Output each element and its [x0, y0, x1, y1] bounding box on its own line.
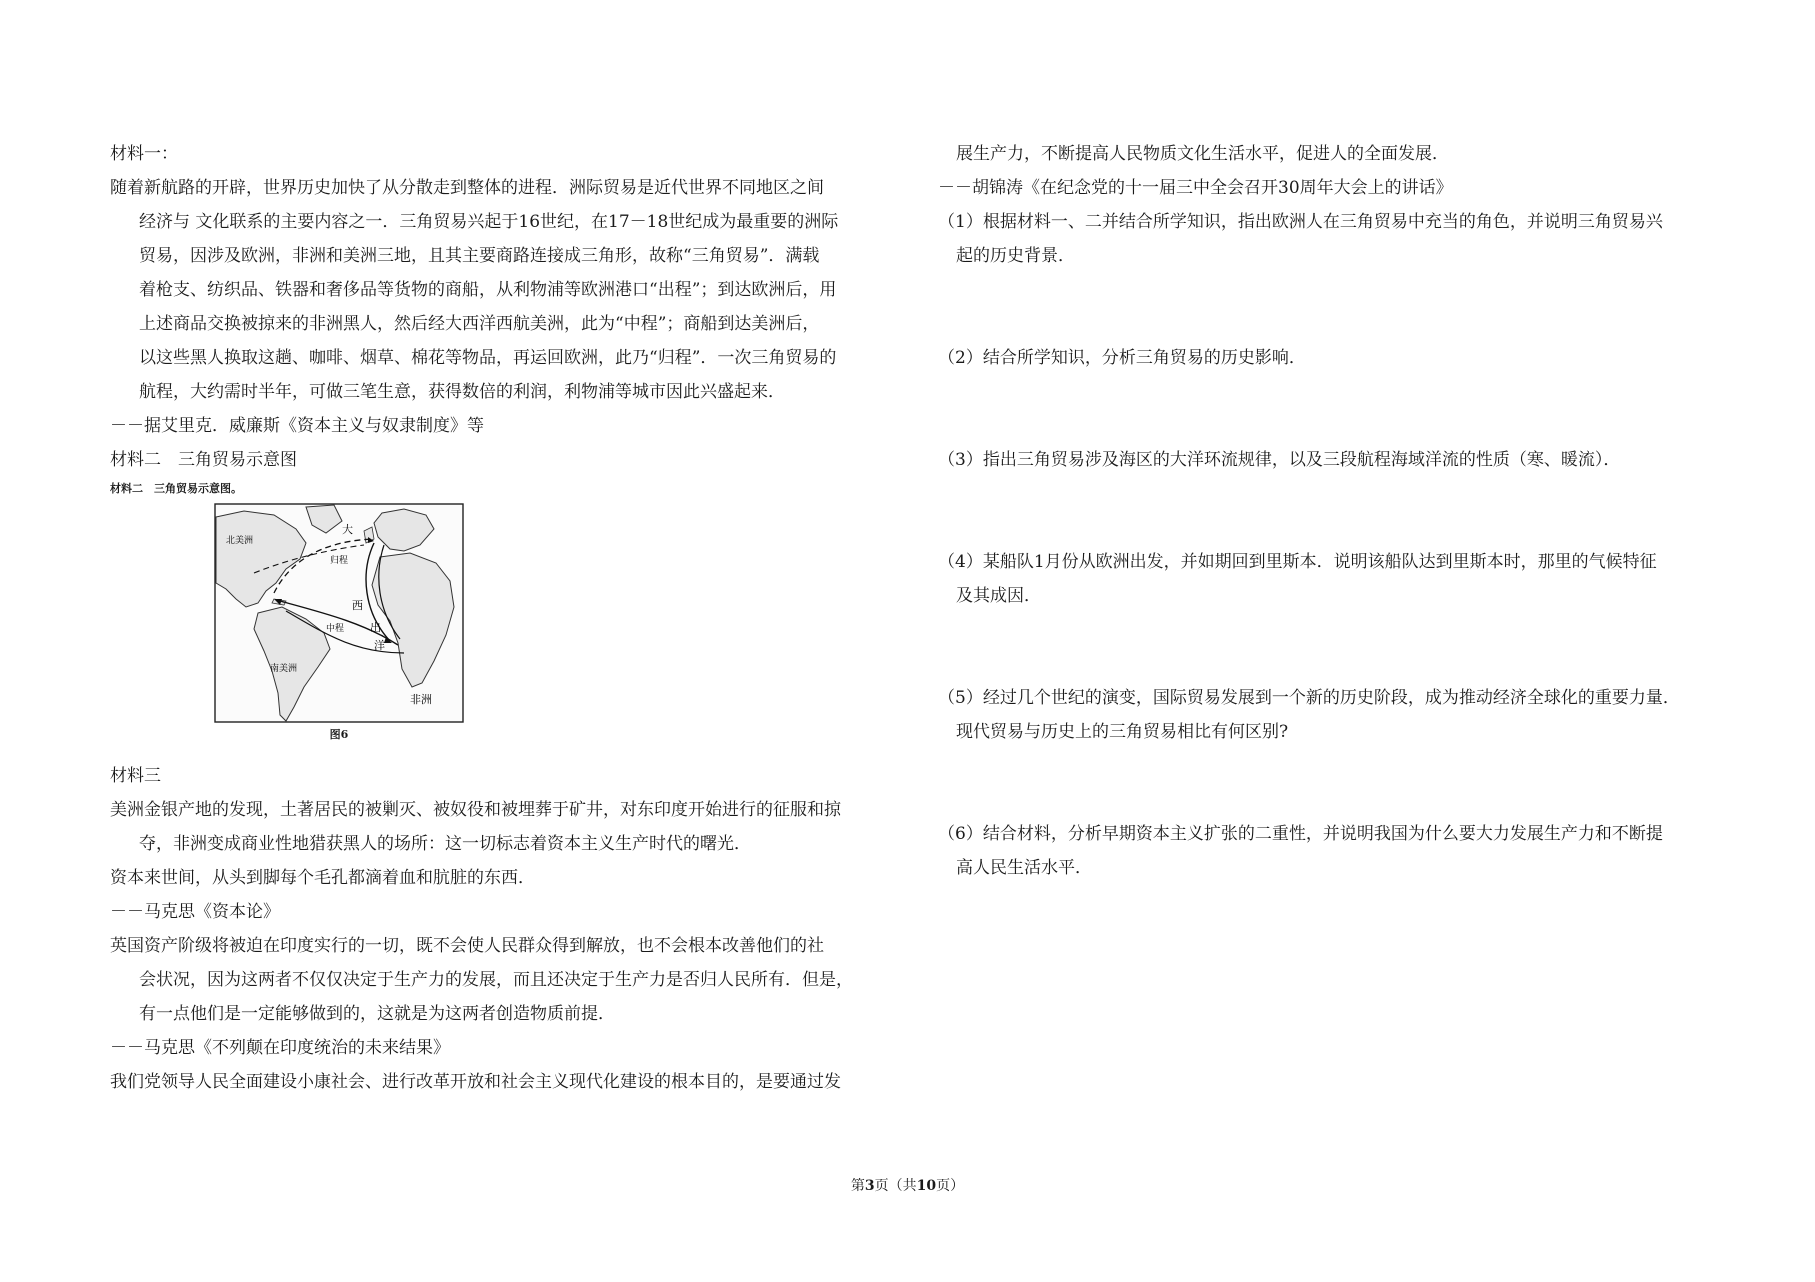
material-3-line: 美洲金银产地的发现，土著居民的被剿灭、被奴役和被埋葬于矿井，对东印度开始进行的征服和掠: [110, 800, 841, 820]
question-6-cont: 高人民生活水平．: [956, 858, 1092, 878]
question-2: （2）结合所学知识，分析三角贸易的历史影响．: [938, 348, 1306, 368]
material-3-title: 材料三: [110, 766, 161, 786]
question-1: （1）根据材料一、二并结合所学知识，指出欧洲人在三角贸易中充当的角色，并说明三角贸易兴: [938, 212, 1663, 232]
material-3-line: 资本来世间，从头到脚每个毛孔都滴着血和肮脏的东西．: [110, 868, 535, 888]
material-1-line: 以这些黑人换取这趟、咖啡、烟草、棉花等物品，再运回欧洲，此乃“归程”．一次三角贸易的: [139, 348, 837, 368]
map-label-ocean: 洋: [374, 639, 385, 652]
question-3: （3）指出三角贸易涉及海区的大洋环流规律，以及三段航程海域洋流的性质（寒、暖流）．: [938, 450, 1621, 470]
material-3-line: 夺，非洲变成商业性地猎获黑人的场所：这一切标志着资本主义生产时代的曙光．: [139, 834, 751, 854]
page-footer: [0, 1176, 1815, 1196]
material-1-title: 材料一：: [110, 144, 178, 164]
footer-mid: 页（共: [874, 1178, 917, 1194]
material-1-line: 上述商品交换被掠来的非洲黑人，然后经大西洋西航美洲，此为“中程”；商船到达美洲后，: [139, 314, 820, 334]
right-column: [938, 137, 1738, 885]
question-1-cont: 起的历史背景．: [956, 246, 1075, 266]
continued-line: 展生产力，不断提高人民物质文化生活水平，促进人的全面发展．: [956, 144, 1449, 164]
figure-caption: 材料二 三角贸易示意图。: [110, 482, 242, 495]
map-label-return-leg: 归程: [330, 556, 349, 566]
material-3-line: 英国资产阶级将被迫在印度实行的一切，既不会使人民群众得到解放，也不会根本改善他们的社: [110, 936, 824, 956]
question-5-cont: 现代贸易与历史上的三角贸易相比有何区别?: [956, 722, 1289, 742]
map-label-west: 西: [352, 599, 363, 612]
material-1-line: 航程，大约需时半年，可做三笔生意，获得数倍的利润，利物浦等城市因此兴盛起来．: [139, 382, 785, 402]
figure-number: 图6: [329, 728, 349, 741]
map-label-outbound: 出: [370, 621, 381, 634]
question-6: （6）结合材料，分析早期资本主义扩张的二重性，并说明我国为什么要大力发展生产力和不断提: [938, 824, 1663, 844]
question-4: （4）某船队1月份从欧洲出发，并如期回到里斯本．说明该船队达到里斯本时，那里的气候特征: [938, 552, 1657, 572]
map-label-atlantic: 大: [342, 523, 353, 536]
footer-page-number: 3: [864, 1178, 875, 1194]
map-label-middle-passage: 中程: [326, 624, 345, 634]
left-column: [110, 137, 910, 1099]
footer-suffix: 页）: [936, 1178, 965, 1194]
material-3-line: 我们党领导人民全面建设小康社会、进行改革开放和社会主义现代化建设的根本目的，是要通过发: [110, 1072, 841, 1092]
triangular-trade-map: [214, 503, 464, 741]
quote-source: －－胡锦涛《在纪念党的十一届三中全会召开30周年大会上的讲话》: [938, 178, 1453, 198]
map-label-south-america: 南美洲: [270, 664, 298, 674]
material-2-title: 材料二 三角贸易示意图: [110, 450, 297, 470]
material-1-line: 经济与 文化联系的主要内容之一．三角贸易兴起于16世纪，在17－18世纪成为最重要的洲际: [139, 212, 839, 232]
material-1-line: 随着新航路的开辟，世界历史加快了从分散走到整体的进程．洲际贸易是近代世界不同地区之间: [110, 178, 824, 198]
material-1-line: 贸易，因涉及欧洲，非洲和美洲三地，且其主要商路连接成三角形，故称“三角贸易”．满载: [139, 246, 820, 266]
material-3-source: －－马克思《不列颠在印度统治的未来结果》: [110, 1038, 450, 1058]
footer-total-pages: 10: [916, 1178, 937, 1194]
material-1-line: 着枪支、纺织品、铁器和奢侈品等货物的商船，从利物浦等欧洲港口“出程”；到达欧洲后，用: [139, 280, 837, 300]
material-3-source: －－马克思《资本论》: [110, 902, 280, 922]
material-1-source: －－据艾里克．威廉斯《资本主义与奴隶制度》等: [110, 416, 484, 436]
material-3-line: 有一点他们是一定能够做到的，这就是为这两者创造物质前提．: [139, 1004, 615, 1024]
map-label-africa: 非洲: [410, 693, 432, 706]
footer-prefix: 第: [850, 1178, 865, 1194]
map-figure: [214, 503, 464, 723]
material-3-line: 会状况，因为这两者不仅仅决定于生产力的发展，而且还决定于生产力是否归人民所有．但是，: [139, 970, 853, 990]
question-4-cont: 及其成因．: [956, 586, 1041, 606]
question-5: （5）经过几个世纪的演变，国际贸易发展到一个新的历史阶段，成为推动经济全球化的重要力量．: [938, 688, 1680, 708]
map-label-north-america: 北美洲: [226, 536, 254, 546]
